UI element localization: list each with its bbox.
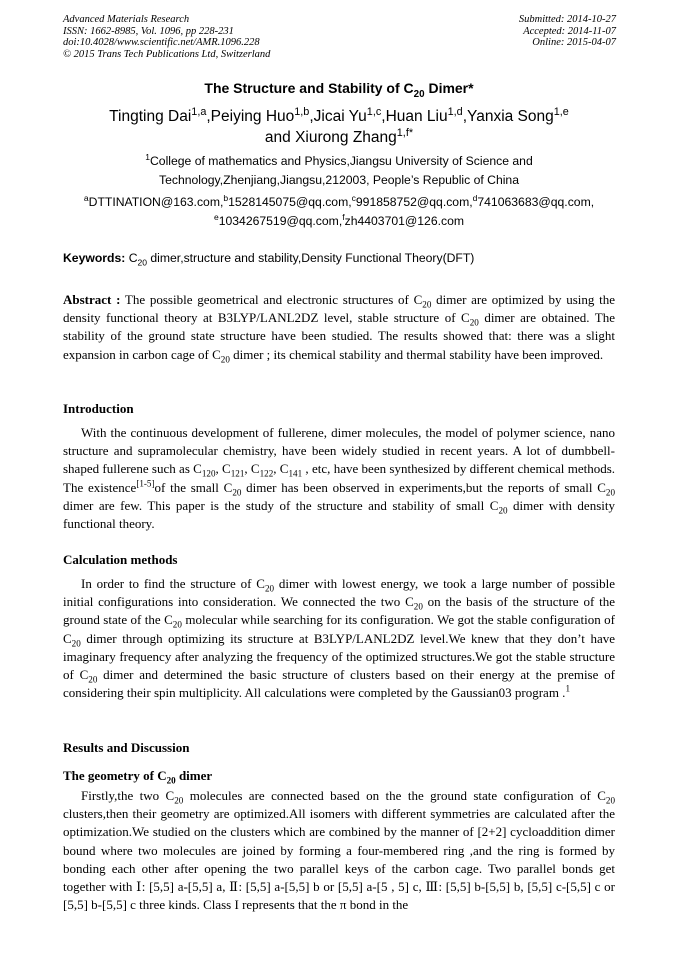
abstract: Abstract : The possible geometrical and electronic structures of $C_{20}$ dimer are optimized by using the density functional theory at B3LYP/LANL2DZ level, stable structure of $C_{20}$ dimer are obtained. The stability of the ground state structure have been studied. The results showed that: there was a slight expansion in carbon cage of $C_{20}$ dimer ; its chemical stability and thermal stability have been improved. <box>63 292 615 365</box>
author-emails: $^a$DTTINATION@163.com,$^b$1528145075@qq.com,$^c$991858752@qq.com,$^d$741063683@qq.com, $^e$1034267519@qq.com,$^f$zh4403701@126.com <box>83 192 595 228</box>
online-date: Online: 2015-04-07 <box>532 37 616 49</box>
paper-title: The Structure and Stability of $C_{20}$ Dimer* <box>204 80 474 100</box>
publication-dates <box>519 14 616 49</box>
journal-name: Advanced Materials Research <box>63 14 190 25</box>
geometry-body: Firstly,the two $C_{20}$ molecules are connected based on the the ground state configuration of $C_{20}$ clusters,then their geometry are optimized.All isomers with different symmetries are calculated after the optimization.We studied on the clusters which are combined by the manner of [2+2] cycloaddition dimer bound where two molecules are joined by forming a four-membered ring ,and the ring is formed by bonding each other after opening the two parallel keys of the carbon cage. Two parallel bonds get together with Ⅰ: [5,5] a-[5,5] a, Ⅱ: [5,5] a-[5,5] b or [5,5] a-[5 , 5] c, Ⅲ: [5,5] b-[5,5] b, [5,5] c-[5,5] c or [5,5] b-[5,5] c three kinds. Class I represents that the π bond in the <box>63 788 615 913</box>
issn-line: ISSN: 1662-8985, Vol. 1096, pp 228-231 <box>63 25 234 37</box>
keywords-label: Keywords: <box>63 251 126 265</box>
author-list: Tingting Dai$^{1,a}$,Peiying Huo$^{1,b}$,Jicai Yu$^{1,c}$,Huan Liu$^{1,d}$,Yanxia Song$^{1,e}$ and Xiurong Zhang$^{1,f*}$ <box>109 105 569 146</box>
calculation-heading: Calculation methods <box>63 552 178 567</box>
affiliation: $^1$College of mathematics and Physics,Jiangsu University of Science and Technology,Zhenjiang,Jiangsu,212003, People’s Republic of China <box>145 151 533 187</box>
geometry-subheading: The geometry of $C_{20}$ dimer <box>63 768 213 786</box>
introduction-heading: Introduction <box>63 401 134 416</box>
abstract-label: Abstract : <box>63 292 121 307</box>
calculation-body: In order to find the structure of $C_{20}$ dimer with lowest energy, we took a large number of possible initial configurations into consideration. We connected the two $C_{20}$ on the basis of the structure of the ground state of the $C_{20}$ molecular while searching for its configuration. We got the stable configuration of $C_{20}$ dimer through optimizing its structure at B3LYP/LANL2DZ level.We knew that they don’t have imaginary frequency after analyzing the frequency of the optimized structures.We got the stable structure of $C_{20}$ dimer and determined the basic structure of clusters based on their energy at the premise of considering their spin multiplicity. All calculations were completed by the Gaussian03 program .$^1$ <box>63 576 616 701</box>
keywords: Keywords: $C_{20}$ dimer,structure and stability,Density Functional Theory(DFT) <box>63 251 475 268</box>
introduction-body: With the continuous development of fullerene, dimer molecules, the model of polymer science, nano structure and supramolecular chemistry, have been widely studied in recent years. A lot of dumbbell-shaped fullerene such as $C_{120}$, $C_{121}$, $C_{122}$, $C_{141}$ , etc, have been synthesized by different chemical methods. The existence[1-5]of the small $C_{20}$ dimer has been observed in experiments,but the reports of small $C_{20}$ dimer are few. This paper is the study of the structure and stability of small $C_{20}$ dimer with density functional theory. <box>63 425 616 532</box>
accepted-date: Accepted: 2014-11-07 <box>523 25 616 37</box>
doi-line: doi:10.4028/www.scientific.net/AMR.1096.228 <box>63 37 260 49</box>
submitted-date: Submitted: 2014-10-27 <box>518 14 616 25</box>
publication-info <box>63 14 270 60</box>
copyright-line: © 2015 Trans Tech Publications Ltd, Switzerland <box>63 48 271 60</box>
results-heading: Results and Discussion <box>63 740 190 755</box>
